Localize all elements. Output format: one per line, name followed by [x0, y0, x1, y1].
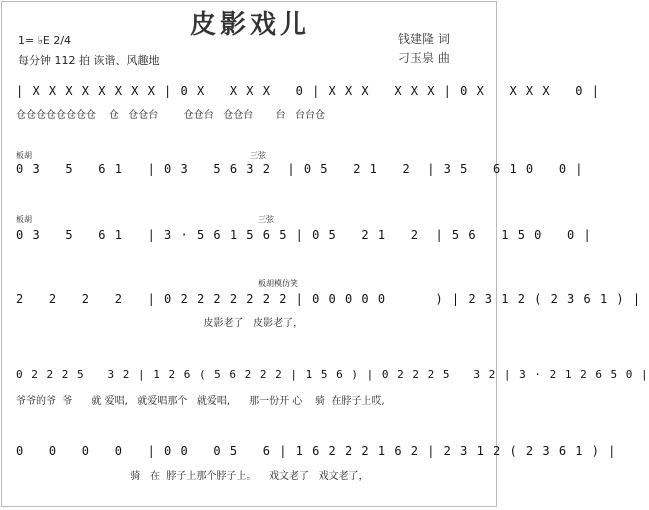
- instrument-mark-banhu: 板胡: [16, 215, 32, 224]
- notation-row-4: 2 2 2 2 | 0 2 2 2 2 2 2 2 | 0 0 0 0 0 ) | 2 3 1 2 ( 2 3 6 1 ) |: [16, 292, 642, 306]
- song-title: 皮影戏儿: [189, 10, 310, 40]
- instrument-mark-sanxian: 三弦: [250, 151, 266, 160]
- lyrics-row-4: 皮影老了 皮影老了，: [16, 318, 304, 329]
- instrument-mark-sanxian: 三弦: [258, 215, 274, 224]
- key-signature: 1= ♭E 2/4: [18, 34, 72, 47]
- lyrics-row-5: 爷爷的爷 爷 就 爱唱, 就爱唱那个 就爱唱, 那一份开 心 骑 在脖子上哎,: [16, 396, 385, 407]
- notation-row-1: | X X X X X X X X | 0 X X X X 0 | X X X X X X | 0 X X X X 0 |: [16, 84, 600, 98]
- instrument-mark-banhu-laugh: 板胡模仿笑: [258, 279, 298, 288]
- notation-row-2: 0 3 5 6 1 | 0 3 5 6 3 2 | 0 5 2 1 2 | 3 5 6 1 0 0 |: [16, 162, 584, 176]
- tempo-marking: 每分钟 112 拍 诙谐、风趣地: [18, 54, 160, 67]
- page-border: [1, 1, 497, 507]
- notation-row-5: 0 2 2 2 5 3 2 | 1 2 6 ( 5 6 2 2 2 | 1 5 6 ) | 0 2 2 2 5 3 2 | 3 · 2 1 2 6 5 0 |: [16, 368, 649, 381]
- lyricist-credit: 钱建隆 词: [398, 32, 450, 46]
- notation-row-6: 0 0 0 0 | 0 0 0 5 6 | 1 6 2 2 2 1 6 2 | 2 3 1 2 ( 2 3 6 1 ) |: [16, 444, 617, 458]
- instrument-mark-banhu: 板胡: [16, 151, 32, 160]
- notation-row-3: 0 3 5 6 1 | 3 · 5 6 1 5 6 5 | 0 5 2 1 2 | 5 6 1 5 0 0 |: [16, 228, 592, 242]
- lyrics-row-6: 骑 在 脖子上那个脖子上。 戏文老了 戏文老了，: [16, 471, 369, 482]
- lyrics-row-1: 仓仓仓仓仓仓仓仓 仓 仓仓台 仓仓台 仓仓台 台 台台仓: [16, 110, 326, 121]
- composer-credit: 刁玉泉 曲: [398, 51, 450, 65]
